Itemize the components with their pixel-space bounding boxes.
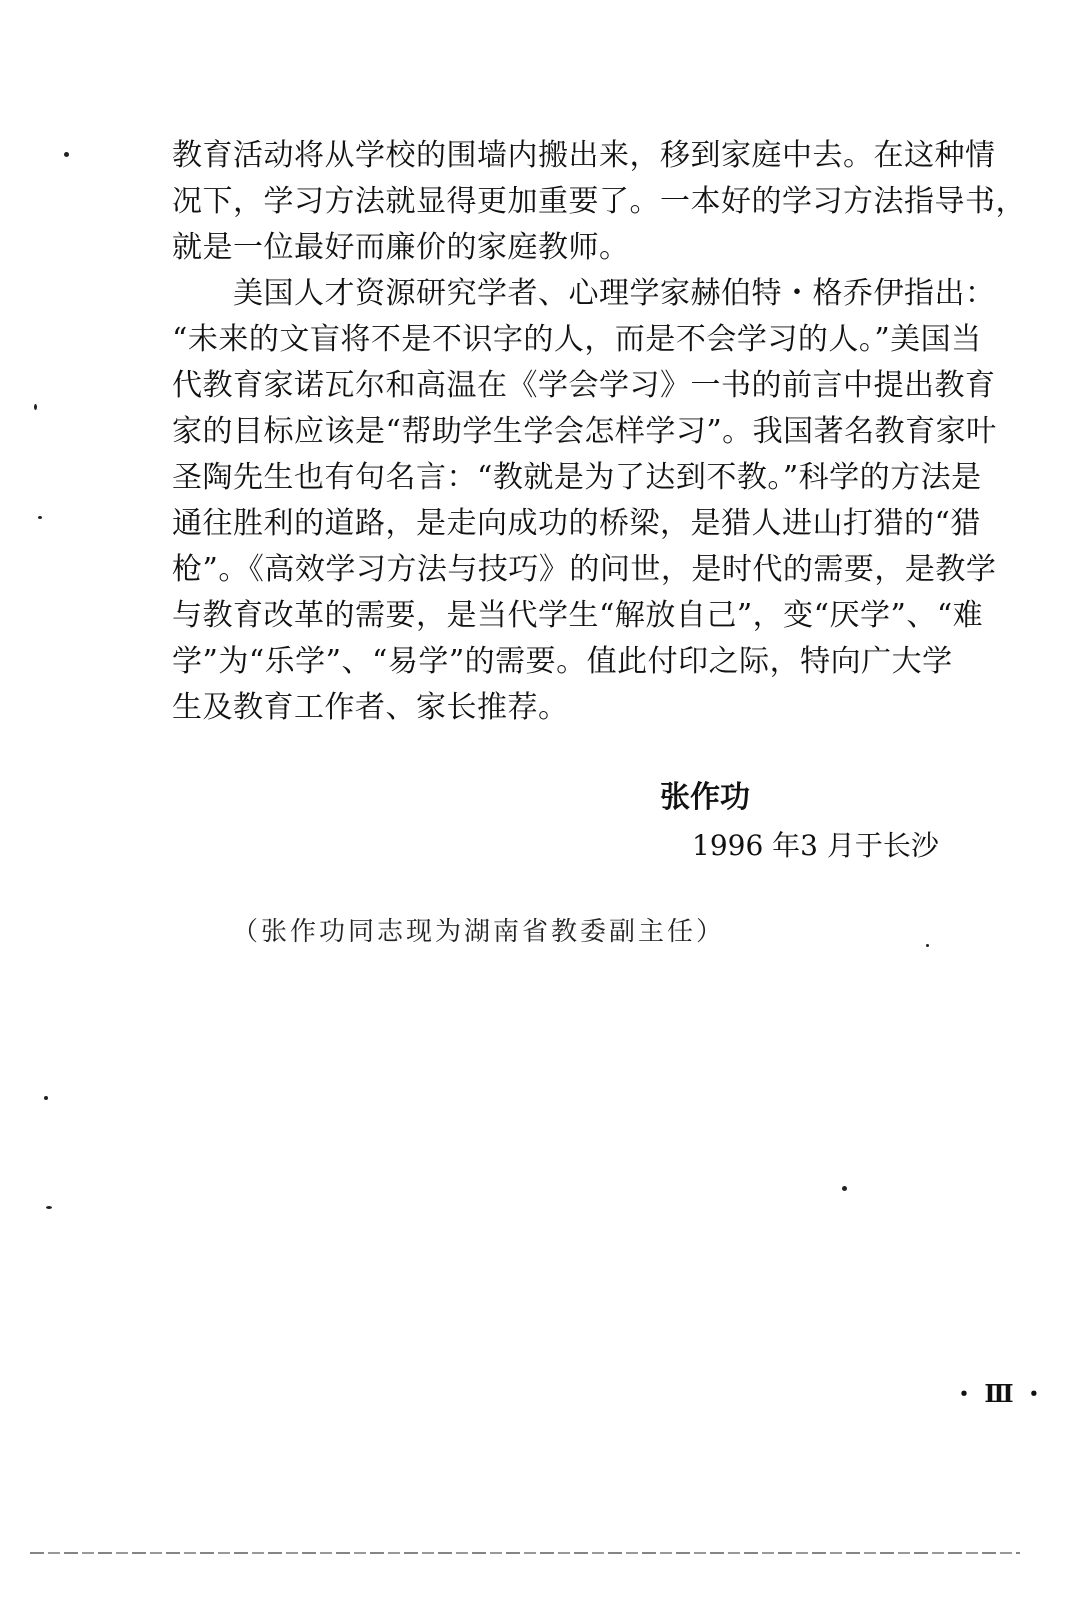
body-line-6: 代教育家诺瓦尔和高温在《学会学习》一书的前言中提出教育 [172, 368, 996, 403]
scan-speck [38, 516, 42, 519]
scan-speck [842, 1186, 847, 1191]
body-line-1: 教育活动将从学校的围墙内搬出来，移到家庭中去。在这种情 [172, 138, 996, 173]
page-number: ・ Ⅲ ・ [952, 1379, 1046, 1408]
body-line-12: 学”为“乐学”、“易学”的需要。值此付印之际，特向广大学 [172, 644, 953, 679]
scan-speck [926, 944, 929, 947]
body-line-2: 况下，学习方法就显得更加重要了。一本好的学习方法指导书， [172, 184, 1026, 219]
scan-speck [34, 404, 37, 410]
author-signature: 张作功 [660, 780, 750, 815]
author-note: （张作功同志现为湖南省教委副主任） [232, 917, 726, 947]
body-line-11: 与教育改革的需要，是当代学生“解放自己”，变“厌学”、“难 [172, 598, 984, 633]
body-line-3: 就是一位最好而廉价的家庭教师。 [172, 230, 630, 265]
scan-speck [64, 152, 69, 157]
scan-speck [46, 1206, 52, 1209]
body-line-4: 美国人才资源研究学者、心理学家赫伯特・格乔伊指出： [172, 276, 996, 311]
body-line-5: “未来的文盲将不是不识字的人，而是不会学习的人。”美国当 [172, 322, 982, 357]
scan-edge-rule [30, 1552, 1020, 1554]
signature-date: 1996 年3 月于长沙 [692, 829, 939, 862]
body-line-10: 枪”。《高效学习方法与技巧》的问世，是时代的需要，是教学 [172, 552, 997, 587]
body-line-8: 圣陶先生也有句名言：“教就是为了达到不教。”科学的方法是 [172, 460, 982, 495]
body-line-13: 生及教育工作者、家长推荐。 [172, 690, 569, 725]
scan-speck [44, 1096, 48, 1100]
body-line-9: 通往胜利的道路，是走向成功的桥梁，是猎人进山打猎的“猎 [172, 506, 981, 541]
body-line-7: 家的目标应该是“帮助学生学会怎样学习”。我国著名教育家叶 [172, 414, 997, 449]
